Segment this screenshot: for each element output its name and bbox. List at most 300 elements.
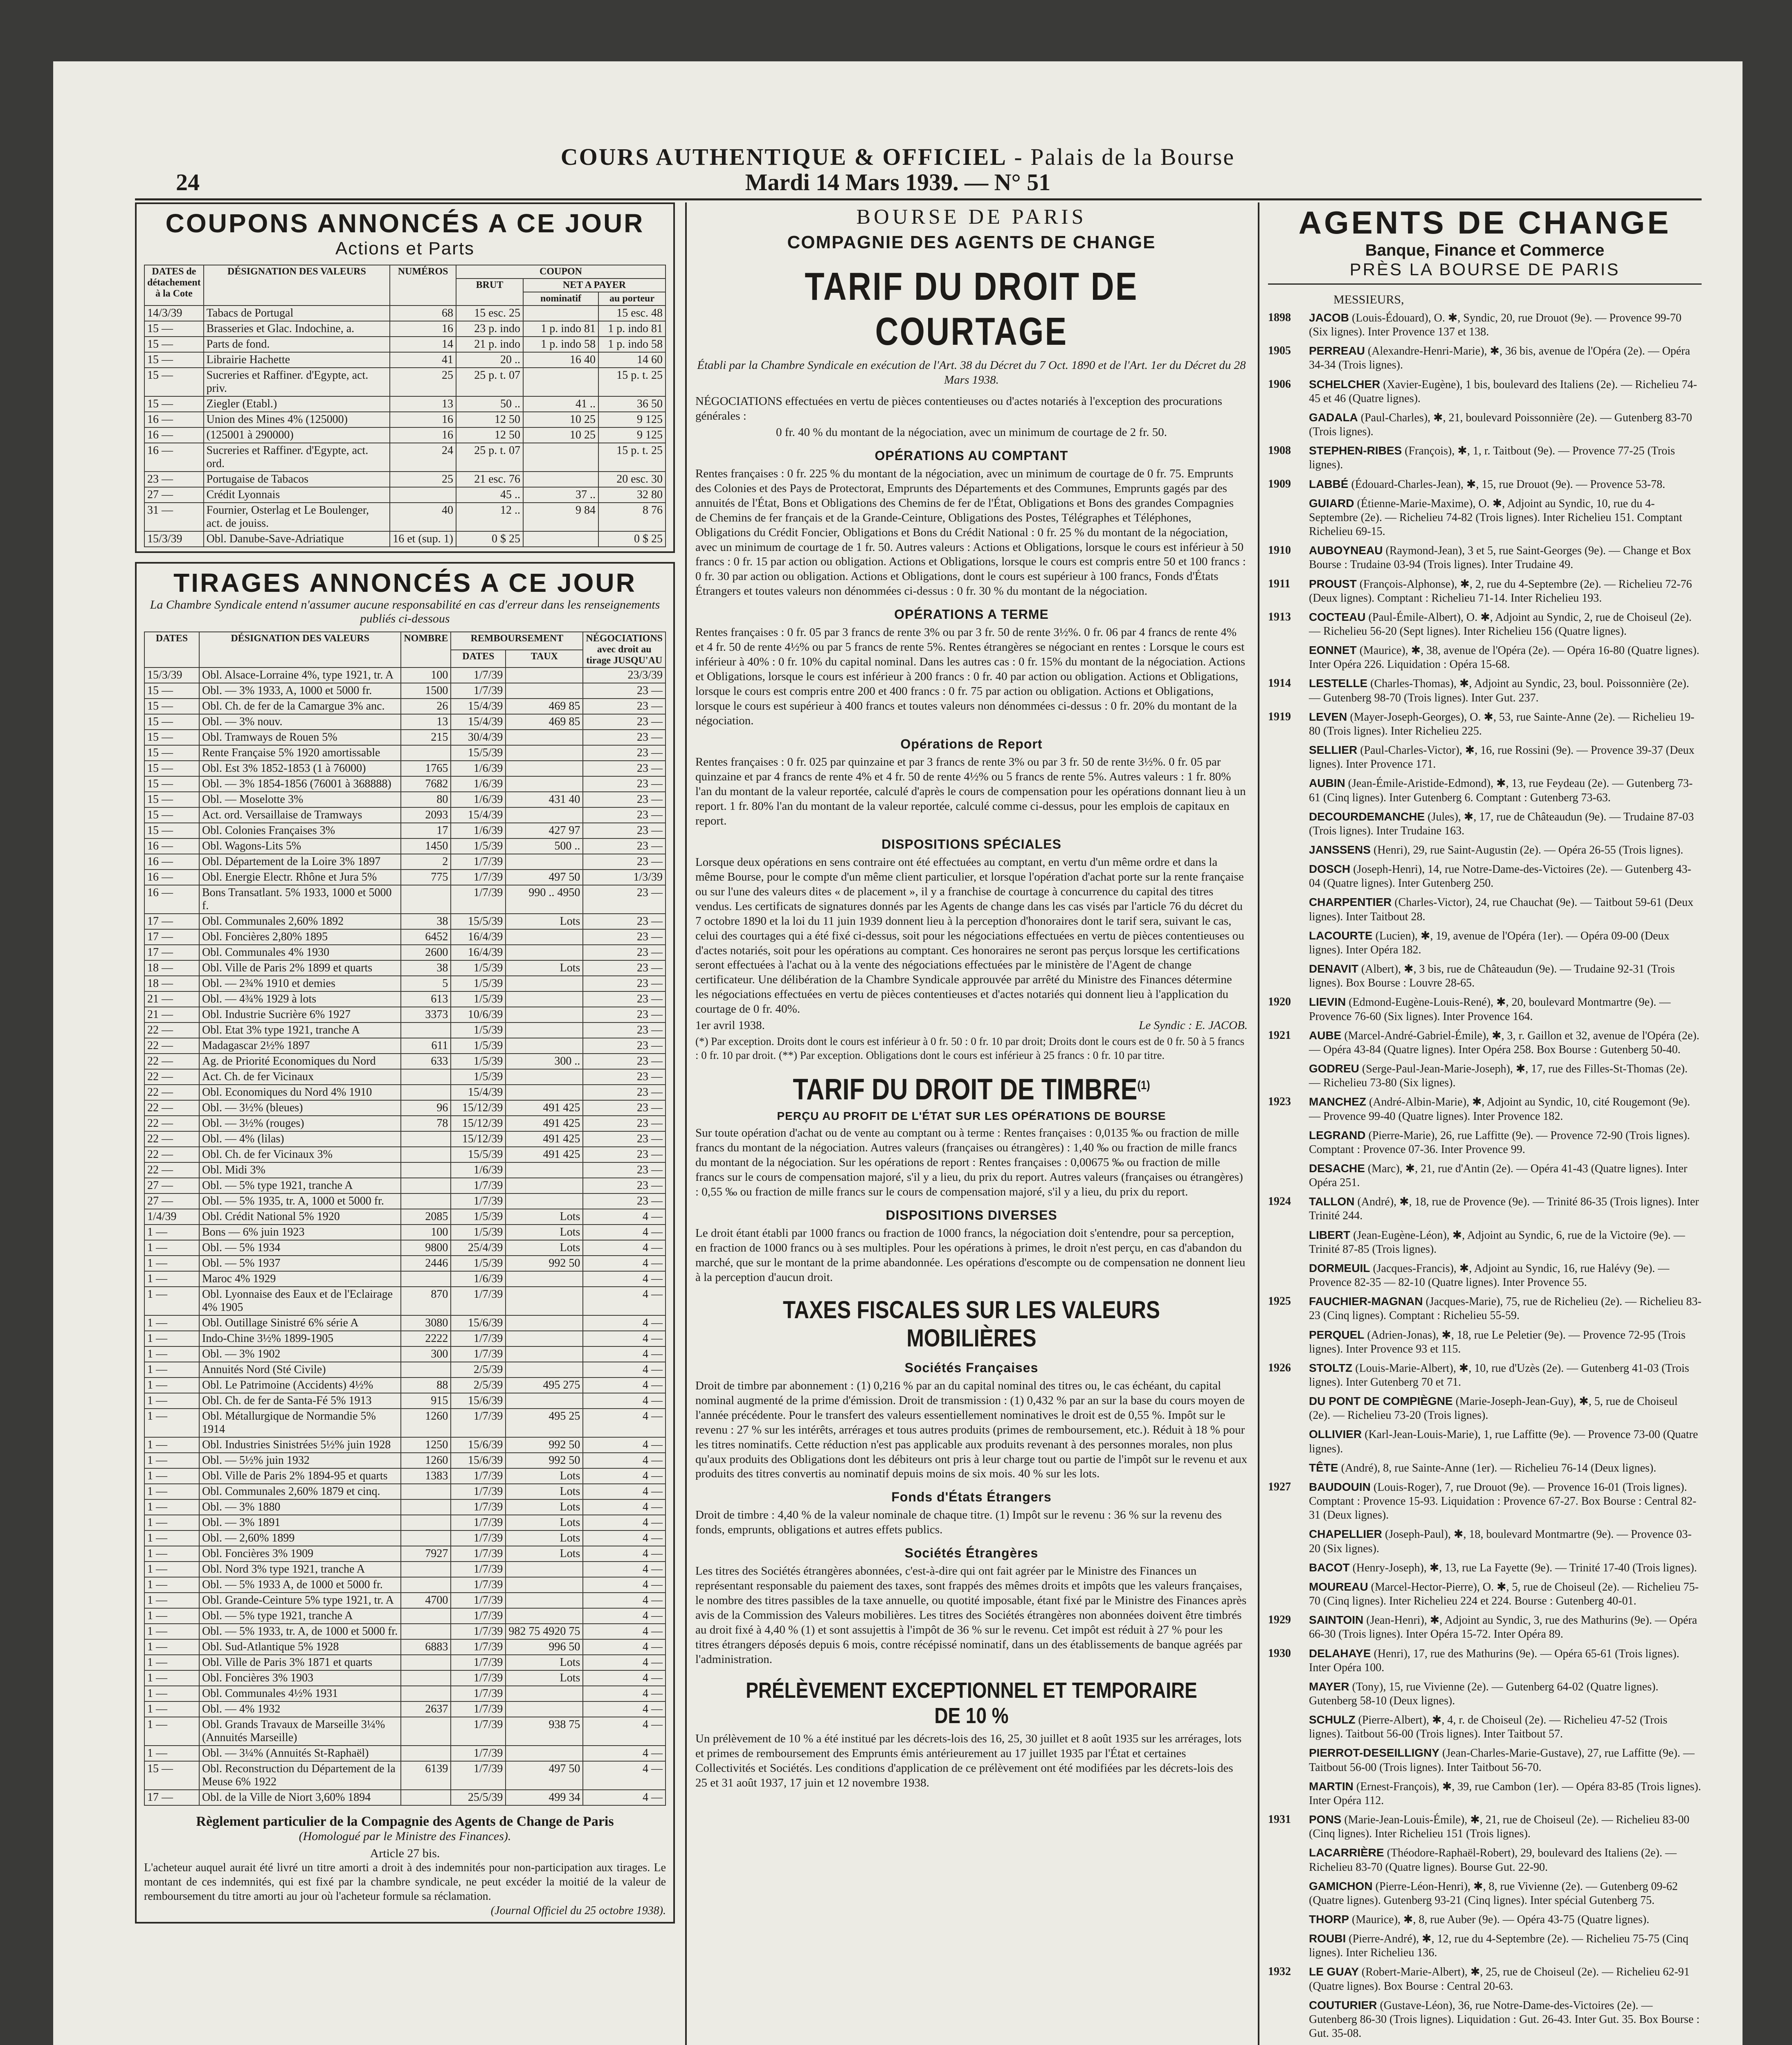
agent-details xyxy=(1309,497,1702,539)
tirage-row-cell: 23 — xyxy=(583,683,666,699)
tirage-row xyxy=(144,1209,666,1225)
tirage-row xyxy=(144,838,666,854)
coupon-row-cell: 23 — xyxy=(144,472,204,487)
tirage-row-cell: 992 50 xyxy=(506,1256,583,1271)
tirage-row-cell: 1/7/39 xyxy=(451,1624,506,1639)
tirage-row-cell: 15/6/39 xyxy=(451,1453,506,1468)
agent-year xyxy=(1268,1394,1309,1423)
tirage-row-cell: 27 — xyxy=(144,1193,199,1209)
tirage-row-cell: Lots xyxy=(506,1670,583,1686)
tirage-row-cell: 1/7/39 xyxy=(451,1409,506,1437)
agent-year xyxy=(1268,895,1309,924)
tirage-row-cell: 4 — xyxy=(583,1670,666,1686)
tirage-row-cell: 4 — xyxy=(583,1437,666,1453)
agent-name: CHARPENTIER xyxy=(1309,896,1392,909)
tirage-row-cell: 1 — xyxy=(144,1484,199,1499)
coupon-row xyxy=(144,368,666,396)
agent-name: SCHELCHER xyxy=(1309,378,1381,391)
coupon-row-cell: Parts de fond. xyxy=(204,337,390,352)
tirage-row-cell: 15 — xyxy=(144,761,199,776)
tirage-row xyxy=(144,776,666,792)
agent-year xyxy=(1268,643,1309,672)
tirage-row-cell: 775 xyxy=(401,870,451,885)
tirage-row-cell: Obl. Communales 2,60% 1892 xyxy=(199,914,401,929)
tirage-row-cell: 1/5/39 xyxy=(451,1069,506,1085)
agent-address: (François-Alphonse), ✱, 2, rue du 4-Septembre (2e). — Richelieu 72-76 (Deux lignes). Comptant : Richelieu 71-14. Inter Richelieu 193. xyxy=(1309,578,1692,605)
comptant-text: Rentes françaises : 0 fr. 225 % du montant de la négociation, avec un minimum de courtage de 0 fr. 75. Emprunts des Colonies et des Pays de Protectorat, Emprunts des Départements et des Communes, Emprunts gagés par des annuités de l'État, Bons et Obligations des Chemins de fer de l'État, Obligations et Bons des grandes Compagnies de Chemins de fer français et de la Grande-Ceinture, Obligations des Postes, Télégraphes et Téléphones, Obligations du Crédit Foncier, Obligations et Bons du Crédit National : 0 fr. 25 % du montant de la négociation, avec un minimum de courtage de 1 fr. 50. Autres valeurs : Actions et Obligations, lorsque le cours est inférieur à 50 francs : 0 fr. 15 par action ou obligation. Actions et Obligations, lorsque le cours est compris entre 50 et 100 francs : 0 fr. 30 par action ou obligation. Actions et Obligations, dont le cours est supérieur à 100 francs, Fonds d'États Étrangers et toutes valeurs non dénommées ci-dessus : 0 fr. 30 % du montant de la négociation. xyxy=(695,467,1246,598)
agent-address: (Paul-Charles), ✱, 21, boulevard Poissonnière (2e). — Gutenberg 83-70 (Trois lignes). xyxy=(1309,411,1692,438)
tirage-row-cell: 15/6/39 xyxy=(451,1437,506,1453)
tirage-row-cell: 6883 xyxy=(401,1639,451,1655)
agent-entry xyxy=(1268,378,1702,406)
agent-details xyxy=(1309,1228,1702,1256)
tirage-row-cell: Obl. — 4% (lilas) xyxy=(199,1131,401,1147)
tirage-row-cell xyxy=(506,976,583,991)
tirage-row-cell: Obl. Colonies Françaises 3% xyxy=(199,823,401,838)
tirage-row-cell: Obl. Communales 4% 1930 xyxy=(199,945,401,960)
tirage-row-cell: 23 — xyxy=(583,1022,666,1038)
agent-name: OLLIVIER xyxy=(1309,1428,1362,1441)
tirages-table xyxy=(144,631,666,1806)
agent-name: LACARRIÈRE xyxy=(1309,1846,1384,1859)
agent-details xyxy=(1309,1998,1702,2041)
coupon-row-cell: 1 p. indo 81 xyxy=(523,321,598,337)
dispositions-footer xyxy=(695,1018,1248,1033)
agent-details xyxy=(1309,1561,1702,1575)
tirage-row-cell xyxy=(401,1085,451,1100)
tirage-row-cell: 4 — xyxy=(583,1378,666,1393)
tirage-row-cell: Obl. — 2,60% 1899 xyxy=(199,1530,401,1546)
agent-year: 1909 xyxy=(1268,477,1291,490)
agent-address: (Pierre-Albert), ✱, 4, r. de Choiseul (2e). — Richelieu 47-52 (Trois lignes). Taitbout 56-00 (Trois lignes). Inter Taitbout 57. xyxy=(1309,1714,1668,1741)
tirage-row-cell: 23 — xyxy=(583,745,666,761)
tirage-row-cell: 469 85 xyxy=(506,714,583,730)
tirage-row xyxy=(144,792,666,807)
tirage-row-cell: 2093 xyxy=(401,807,451,823)
agent-year xyxy=(1268,411,1309,439)
agent-name: DENAVIT xyxy=(1309,962,1358,975)
tirages-header-negociations: NÉGOCIATIONS avec droit au tirage JUSQU'AU xyxy=(583,632,666,667)
agent-name: COUTURIER xyxy=(1309,1998,1377,2011)
tirage-row-cell: Obl. — 3½% (rouges) xyxy=(199,1116,401,1131)
tirage-row-cell: 1 — xyxy=(144,1437,199,1453)
tirage-row-cell: 10/6/39 xyxy=(451,1007,506,1022)
tirage-row-cell xyxy=(506,745,583,761)
tirage-row-cell: 15/5/39 xyxy=(451,1147,506,1162)
tirage-row-cell: Obl. Tramways de Rouen 5% xyxy=(199,730,401,745)
agent-name: LEGRAND xyxy=(1309,1128,1366,1142)
tirage-row-cell: Annuités Nord (Sté Civile) xyxy=(199,1362,401,1378)
tirage-row-cell: 1 — xyxy=(144,1256,199,1271)
coupons-header-dates: DATES de détachement à la Cote xyxy=(144,265,204,306)
column-rule-1 xyxy=(685,202,687,2045)
agent-entry xyxy=(1268,1394,1702,1423)
coupon-row-cell: 23 p. indo xyxy=(456,321,523,337)
agent-details xyxy=(1309,843,1702,857)
tirage-row-cell: 1/3/39 xyxy=(583,870,666,885)
tirage-row-cell: Lots xyxy=(506,1546,583,1562)
tirage-row-cell: Obl. Ville de Paris 3% 1871 et quarts xyxy=(199,1655,401,1670)
tirage-row-cell: Obl. Industrie Sucrière 6% 1927 xyxy=(199,1007,401,1022)
tirage-row xyxy=(144,1746,666,1761)
agent-entry xyxy=(1268,1527,1702,1555)
agent-entry xyxy=(1268,311,1702,339)
tirage-row-cell: 1/6/39 xyxy=(451,761,506,776)
agent-details xyxy=(1309,1932,1702,1960)
tirage-row-cell: 491 425 xyxy=(506,1147,583,1162)
agent-entry xyxy=(1268,1294,1702,1323)
tirage-row-cell: 992 50 xyxy=(506,1453,583,1468)
coupon-row-cell: 15 esc. 48 xyxy=(598,306,666,321)
agent-name: LESTELLE xyxy=(1309,677,1368,690)
tirage-row xyxy=(144,807,666,823)
tirage-row-cell: 23 — xyxy=(583,945,666,960)
coupon-row-cell: 12 50 xyxy=(456,427,523,443)
tirage-row-cell: 4 — xyxy=(583,1562,666,1577)
tirage-row-cell: 25/4/39 xyxy=(451,1240,506,1256)
terme-text: Rentes françaises : 0 fr. 05 par 3 francs de rente 3% ou par 3 fr. 50 de rente 3½%. 0 fr. 06 par 4 francs de rente 4% et 4 fr. 50 de rente 4½% ou par 5 francs de rente 5%. Rentes étrangères se négociant en rentes : Lorsque le cours est inférieur à 40% : 0 fr. 10% du capital nominal. Dans les autres cas : 0 fr. 15% du montant de la négociation. Actions et Obligations, lorsque le cours est inférieur à 200 francs : 0 fr. 40 par action ou obligation. Actions et Obligations, lorsque le cours est compris entre 200 et 400 francs : 0 fr. 75 par action ou obligation. Actions et Obligations, lorsque le cours est supérieur à 400 francs et toutes valeurs non dénommées ci-dessus : 0 fr. 20% du montant de la négociation. xyxy=(695,626,1246,728)
tirages-header-designation: DÉSIGNATION DES VALEURS xyxy=(199,632,401,667)
agent-details xyxy=(1309,862,1702,890)
prelevement-text: Un prélèvement de 10 % a été institué par les décrets-lois des 16, 25, 30 juillet et 8 août 1935 sur les arrérages, lots et primes de remboursement des Emprunts émis antérieurement au 17 juillet 1935 par l'État et certaines Collectivités et Sociétés. Les conditions d'application de ce prélèvement ont été modifiées par les décrets-lois des 25 et 31 août 1937, 17 juin et 12 novembre 1938. xyxy=(695,1732,1242,1789)
agent-name: PERREAU xyxy=(1309,344,1365,357)
tirage-row-cell: 15 — xyxy=(144,683,199,699)
agent-entry xyxy=(1268,1912,1702,1927)
agent-year: 1926 xyxy=(1268,1361,1291,1374)
tirage-row-cell: 16 — xyxy=(144,838,199,854)
tirage-row-cell xyxy=(506,667,583,683)
agent-address: (Jacques-Marie), 75, rue de Richelieu (2e). — Richelieu 83-23 (Cinq lignes). Comptant : Richelieu 55-59. xyxy=(1309,1295,1702,1322)
coupon-row-cell: 15 — xyxy=(144,396,204,412)
tirage-row-cell: Obl. — 5% 1933, tr. A, de 1000 et 5000 fr. xyxy=(199,1624,401,1639)
tirage-row-cell: 1/7/39 xyxy=(451,1484,506,1499)
tirage-row-cell: 21 — xyxy=(144,991,199,1007)
tirage-row-cell: Obl. — 5% 1934 xyxy=(199,1240,401,1256)
tirage-row-cell: Obl. Ch. de fer Vicinaux 3% xyxy=(199,1147,401,1162)
agent-address: (Pierre-Léon-Henri), ✱, 8, rue Vivienne (2e). — Gutenberg 09-62 (Quatre lignes). Gutenberg 93-21 (Cinq lignes). Inter spécial Gutenberg 75. xyxy=(1309,1880,1678,1907)
agent-address: (André), ✱, 18, rue de Provence (9e). — Trinité 86-35 (Trois lignes). Inter Trinité 244. xyxy=(1309,1196,1699,1223)
tirage-row-cell: Act. Ch. de fer Vicinaux xyxy=(199,1069,401,1085)
tirage-row-cell: 15 — xyxy=(144,776,199,792)
messieurs-label: MESSIEURS, xyxy=(1333,293,1404,306)
agent-year xyxy=(1268,962,1309,990)
tirage-row-cell: 15 — xyxy=(144,1761,199,1790)
tirage-row-cell: 23 — xyxy=(583,914,666,929)
tirage-row-cell: 4 — xyxy=(583,1209,666,1225)
tirage-row-cell: 22 — xyxy=(144,1085,199,1100)
agent-name: BACOT xyxy=(1309,1561,1350,1574)
coupon-row-cell: 16 et (sup. 1) xyxy=(390,531,456,547)
agent-details xyxy=(1309,1394,1702,1423)
coupon-row-cell: 12 50 xyxy=(456,412,523,427)
tirage-row-cell: 300 .. xyxy=(506,1054,583,1069)
coupon-row-cell: Ziegler (Etabl.) xyxy=(204,396,390,412)
agent-details xyxy=(1309,1195,1702,1223)
tirage-row-cell: 1/7/39 xyxy=(451,1562,506,1577)
agent-name: JACOB xyxy=(1309,311,1349,324)
taxes-title: TAXES FISCALES SUR LES VALEURS MOBILIÈRES xyxy=(783,1296,1160,1352)
agent-name: GAMICHON xyxy=(1309,1879,1373,1892)
tirage-row-cell: Obl. Communales 2,60% 1879 et cinq. xyxy=(199,1484,401,1499)
agent-entry xyxy=(1268,676,1702,705)
agent-name: COCTEAU xyxy=(1309,610,1366,623)
societes-etrangeres-title: Sociétés Étrangères xyxy=(904,1546,1039,1561)
coupon-row xyxy=(144,352,666,368)
tirage-row-cell: Lots xyxy=(506,1499,583,1515)
tirage-row xyxy=(144,1085,666,1100)
tirage-row-cell: 5 xyxy=(401,976,451,991)
agent-address: (Maurice), ✱, 38, avenue de l'Opéra (2e). — Opéra 16-80 (Quatre lignes). Inter Opéra 226. Liquidation : Opéra 15-68. xyxy=(1309,644,1700,671)
tirage-row xyxy=(144,1393,666,1409)
tirage-row-cell: 870 xyxy=(401,1287,451,1315)
tirage-row-cell: 1 — xyxy=(144,1515,199,1530)
agent-address: (Jacques-Francis), ✱, Adjoint au Syndic, 16, rue Halévy (9e). — Provence 82-35 — 82-10 (Quatre lignes). Inter Provence 55. xyxy=(1309,1262,1670,1289)
column-rule-2 xyxy=(1258,202,1259,2045)
tirage-row xyxy=(144,1038,666,1054)
tirage-row-cell: 23 — xyxy=(583,1131,666,1147)
tirage-row-cell: 1/7/39 xyxy=(451,1546,506,1562)
tirage-row-cell xyxy=(506,1069,583,1085)
agent-name: DELAHAYE xyxy=(1309,1647,1371,1660)
tirage-row-cell: Obl. Lyonnaise des Eaux et de l'Eclairage 4% 1905 xyxy=(199,1287,401,1315)
dispositions-title: DISPOSITIONS SPÉCIALES xyxy=(881,836,1061,852)
tirage-row-cell: 96 xyxy=(401,1100,451,1116)
coupons-header-net: NET A PAYER xyxy=(523,279,666,292)
tirage-row-cell: 23 — xyxy=(583,714,666,730)
tirage-row-cell: 2446 xyxy=(401,1256,451,1271)
tirage-row-cell: 1 — xyxy=(144,1393,199,1409)
tirage-row-cell: 1 — xyxy=(144,1701,199,1717)
agent-entry xyxy=(1268,610,1702,638)
agent-address: (Paul-Émile-Albert), O. ✱, Adjoint au Syndic, 2, rue de Choiseul (2e). — Richelieu 56-20 (Sept lignes). Inter Richelieu 156 (Quatre lignes). xyxy=(1309,611,1692,638)
tirage-row-cell: 1/7/39 xyxy=(451,1593,506,1608)
tirage-row-cell: 1 — xyxy=(144,1717,199,1746)
tirage-row xyxy=(144,730,666,745)
agent-details xyxy=(1309,1328,1702,1356)
tirage-row-cell xyxy=(506,1686,583,1701)
tirage-row xyxy=(144,1256,666,1271)
coupon-row xyxy=(144,321,666,337)
agent-name: SELLIER xyxy=(1309,744,1358,757)
coupon-row-cell: 14/3/39 xyxy=(144,306,204,321)
tirage-row-cell: 215 xyxy=(401,730,451,745)
page-number: 24 xyxy=(176,169,200,196)
tirage-row-cell: 23 — xyxy=(583,699,666,714)
coupon-row xyxy=(144,306,666,321)
agent-name: MARTIN xyxy=(1309,1780,1354,1793)
dispositions-signature: Le Syndic : E. JACOB. xyxy=(1139,1019,1248,1032)
tirage-row-cell xyxy=(401,1069,451,1085)
agent-year xyxy=(1268,1680,1309,1708)
agent-year xyxy=(1268,1461,1309,1475)
coupon-row-cell: 16 xyxy=(390,427,456,443)
tirage-row-cell: 23 — xyxy=(583,854,666,870)
masthead-sub: - Palais de la Bourse xyxy=(1007,144,1235,170)
tirage-row-cell: 4 — xyxy=(583,1453,666,1468)
agent-name: MANCHEZ xyxy=(1309,1095,1366,1108)
tirage-row-cell: Lots xyxy=(506,960,583,976)
tirage-row-cell: 1 — xyxy=(144,1639,199,1655)
tirage-row-cell: 4 — xyxy=(583,1761,666,1790)
tirage-row-cell: 1/7/39 xyxy=(451,870,506,885)
tirage-row-cell xyxy=(401,1670,451,1686)
tirage-row-cell: Obl. — 3% 1880 xyxy=(199,1499,401,1515)
tirage-row-cell xyxy=(506,1085,583,1100)
agent-details xyxy=(1309,544,1702,572)
tirage-row-cell: 38 xyxy=(401,914,451,929)
tirage-row-cell: 4 — xyxy=(583,1225,666,1240)
tirage-row xyxy=(144,1178,666,1193)
terme-title: OPÉRATIONS A TERME xyxy=(894,607,1049,622)
tirage-row-cell: Obl. — Moselotte 3% xyxy=(199,792,401,807)
agent-entry xyxy=(1268,995,1702,1023)
tirage-row-cell xyxy=(506,776,583,792)
tirage-row-cell: 4 — xyxy=(583,1686,666,1701)
agent-address: (Ernest-François), ✱, 39, rue Cambon (1er). — Opéra 83-85 (Trois lignes). Inter Opéra 112. xyxy=(1309,1780,1701,1807)
tirage-row-cell: 1 — xyxy=(144,1453,199,1468)
tirage-row-cell: 15/6/39 xyxy=(451,1315,506,1331)
tirage-row-cell: 15/5/39 xyxy=(451,914,506,929)
agent-address: (Paul-Charles-Victor), ✱, 16, rue Rossini (9e). — Provence 39-37 (Deux lignes). Inter Provence 171. xyxy=(1309,744,1695,771)
tirage-row-cell xyxy=(506,1346,583,1362)
tirage-row-cell: 4 — xyxy=(583,1315,666,1331)
diverses-title: DISPOSITIONS DIVERSES xyxy=(886,1207,1057,1223)
coupon-row-cell: 25 p. t. 07 xyxy=(456,368,523,396)
tirage-row-cell: 4 — xyxy=(583,1409,666,1437)
coupon-row-cell: 16 — xyxy=(144,412,204,427)
agent-entry xyxy=(1268,929,1702,957)
agent-name: MAYER xyxy=(1309,1680,1349,1693)
agent-name: GUIARD xyxy=(1309,497,1354,510)
agent-details xyxy=(1309,1846,1702,1874)
tirage-row xyxy=(144,1499,666,1515)
coupon-row-cell: Sucreries et Raffiner. d'Egypte, act. ord. xyxy=(204,443,390,472)
timbre-subtitle: PERÇU AU PROFIT DE L'ÉTAT SUR LES OPÉRATIONS DE BOURSE xyxy=(777,1110,1166,1123)
tirage-row-cell: 1/7/39 xyxy=(451,1346,506,1362)
tirage-row-cell: 1/7/39 xyxy=(451,1670,506,1686)
agent-entry xyxy=(1268,1746,1702,1774)
agent-year xyxy=(1268,776,1309,805)
tirage-row xyxy=(144,1593,666,1608)
agent-entry xyxy=(1268,1195,1702,1223)
tirages-title: TIRAGES ANNONCÉS A CE JOUR xyxy=(173,568,636,598)
tirage-row-cell: 1 — xyxy=(144,1378,199,1393)
coupons-header-nominatif: nominatif xyxy=(523,292,598,306)
agent-entry xyxy=(1268,497,1702,539)
tirage-row-cell: 16 — xyxy=(144,885,199,914)
coupon-row-cell: 41 .. xyxy=(523,396,598,412)
agent-address: (Marc), ✱, 21, rue d'Antin (2e). — Opéra 41-43 (Quatre lignes). Inter Opéra 251. xyxy=(1309,1162,1688,1189)
tirage-row-cell: 1 — xyxy=(144,1686,199,1701)
tirage-row-cell: Obl. Nord 3% type 1921, tranche A xyxy=(199,1562,401,1577)
agent-details xyxy=(1309,1613,1702,1641)
agent-name: PIERROT-DESEILLIGNY xyxy=(1309,1746,1439,1760)
agent-address: (Louis-Marie-Albert), ✱, 10, rue d'Uzès (2e). — Gutenberg 41-03 (Trois lignes). Inter Gutenberg 70 et 71. xyxy=(1309,1362,1689,1389)
agent-name: LE GUAY xyxy=(1309,1965,1359,1978)
agent-address: (Jules), ✱, 17, rue de Châteaudun (9e). — Trudaine 87-03 (Trois lignes). Inter Trudaine 163. xyxy=(1309,810,1694,837)
agent-address: (Robert-Marie-Albert), ✱, 25, rue de Choiseul (2e). — Richelieu 62-91 (Quatre lignes). Box Bourse : Central 20-63. xyxy=(1309,1966,1690,1993)
agent-year xyxy=(1268,1162,1309,1190)
agent-name: LABBÉ xyxy=(1309,477,1349,490)
diverses-text: Le droit étant établi par 1000 francs ou fraction de 1000 francs, la négociation doit s'entendre, pour sa perception, en fraction de 1000 francs ou à ses multiples. Pour les opérations à primes, le droit n'est perçu, en cas d'abandon du marché, que sur le montant de la prime abandonnée. Les opérations d'escompte ou de compensation ne donnent lieu à la perception d'aucun droit. xyxy=(695,1226,1246,1284)
agent-year xyxy=(1268,1998,1309,2041)
tirage-row-cell: 1/6/39 xyxy=(451,823,506,838)
coupon-row-cell: 15 esc. 25 xyxy=(456,306,523,321)
coupon-row-cell xyxy=(523,306,598,321)
agent-entry xyxy=(1268,843,1702,857)
tirage-row-cell: 15 — xyxy=(144,792,199,807)
agent-year xyxy=(1268,1128,1309,1157)
coupons-header-designation: DÉSIGNATION DES VALEURS xyxy=(204,265,390,306)
tirage-row xyxy=(144,1054,666,1069)
agent-details xyxy=(1309,1965,1702,1993)
agent-name: LIEVIN xyxy=(1309,996,1346,1009)
tirage-row-cell: 6139 xyxy=(401,1761,451,1790)
tirage-row-cell: 16 — xyxy=(144,870,199,885)
reglement-subtitle: (Homologué par le Ministre des Finances). xyxy=(299,1829,511,1843)
fonds-etrangers-text: Droit de timbre : 4,40 % de la valeur nominale de chaque titre. (1) Impôt sur le revenu : 36 % sur la revenu des fonds, emprunts, obligations et autres effets publics. xyxy=(695,1508,1222,1537)
agent-details xyxy=(1309,610,1702,638)
tirage-row-cell: 25/5/39 xyxy=(451,1790,506,1805)
tirage-row-cell: 1/7/39 xyxy=(451,667,506,683)
coupon-row-cell: 21 p. indo xyxy=(456,337,523,352)
tirage-row-cell: 469 85 xyxy=(506,699,583,714)
tirage-row xyxy=(144,1147,666,1162)
tirage-row-cell: 427 97 xyxy=(506,823,583,838)
tirage-row-cell: 2222 xyxy=(401,1331,451,1346)
agent-year xyxy=(1268,1846,1309,1874)
compagnie-title: COMPAGNIE DES AGENTS DE CHANGE xyxy=(787,232,1156,252)
tirage-row-cell: 1/5/39 xyxy=(451,1054,506,1069)
tirage-row-cell: 16 — xyxy=(144,854,199,870)
agent-address: (Jean-Charles-Marie-Gustave), 27, rue Laffitte (9e). — Taitbout 56-00 (Trois lignes). Inter Taitbout 56-70. xyxy=(1309,1747,1695,1774)
tirage-row-cell xyxy=(506,1608,583,1624)
report-title: Opérations de Report xyxy=(900,737,1043,752)
tirage-row-cell: 15/4/39 xyxy=(451,807,506,823)
agent-address: (Étienne-Marie-Maxime), O. ✱, Adjoint au Syndic, 10, rue du 4-Septembre (2e). — Richelieu 74-82 (Trois lignes). Inter Richelieu 151. Comptant Richelieu 69-15. xyxy=(1309,497,1682,538)
agent-details xyxy=(1309,710,1702,738)
agent-details xyxy=(1309,577,1702,605)
tirage-row-cell: 1/5/39 xyxy=(451,991,506,1007)
agent-name: SCHULZ xyxy=(1309,1713,1356,1726)
tirage-row-cell: 2085 xyxy=(401,1209,451,1225)
agent-details xyxy=(1309,1294,1702,1323)
agent-entry xyxy=(1268,1128,1702,1157)
tirage-row xyxy=(144,929,666,945)
coupon-row-cell: 40 xyxy=(390,503,456,531)
coupon-row-cell: 15/3/39 xyxy=(144,531,204,547)
coupon-row-cell: 24 xyxy=(390,443,456,472)
tirage-row xyxy=(144,1007,666,1022)
tirage-row-cell: 1/6/39 xyxy=(451,1162,506,1178)
tirage-row xyxy=(144,1701,666,1717)
agent-name: DU PONT DE COMPIÈGNE xyxy=(1309,1395,1453,1408)
agent-address: (Joseph-Henri), 14, rue Notre-Dame-des-Victoires (2e). — Gutenberg 43-04 (Quatre lignes). Inter Gutenberg 250. xyxy=(1309,863,1691,890)
coupon-row-cell: 68 xyxy=(390,306,456,321)
tirage-row-cell: 491 425 xyxy=(506,1100,583,1116)
agent-year: 1932 xyxy=(1268,1965,1291,1978)
tirage-row xyxy=(144,1530,666,1546)
agent-year xyxy=(1268,1780,1309,1808)
tirage-row-cell: 1 — xyxy=(144,1608,199,1624)
tirages-note: La Chambre Syndicale entend n'assumer aucune responsabilité en cas d'erreur dans les renseignements publiés ci-dessous xyxy=(150,598,660,625)
tirage-row xyxy=(144,1577,666,1593)
tirage-row-cell: Bons Transatlant. 5% 1933, 1000 et 5000 f. xyxy=(199,885,401,914)
coupon-row-cell: 9 125 xyxy=(598,427,666,443)
tirage-row-cell: 4 — xyxy=(583,1593,666,1608)
coupon-row-cell: 10 25 xyxy=(523,427,598,443)
tirage-row-cell: Bons — 6% juin 1923 xyxy=(199,1225,401,1240)
